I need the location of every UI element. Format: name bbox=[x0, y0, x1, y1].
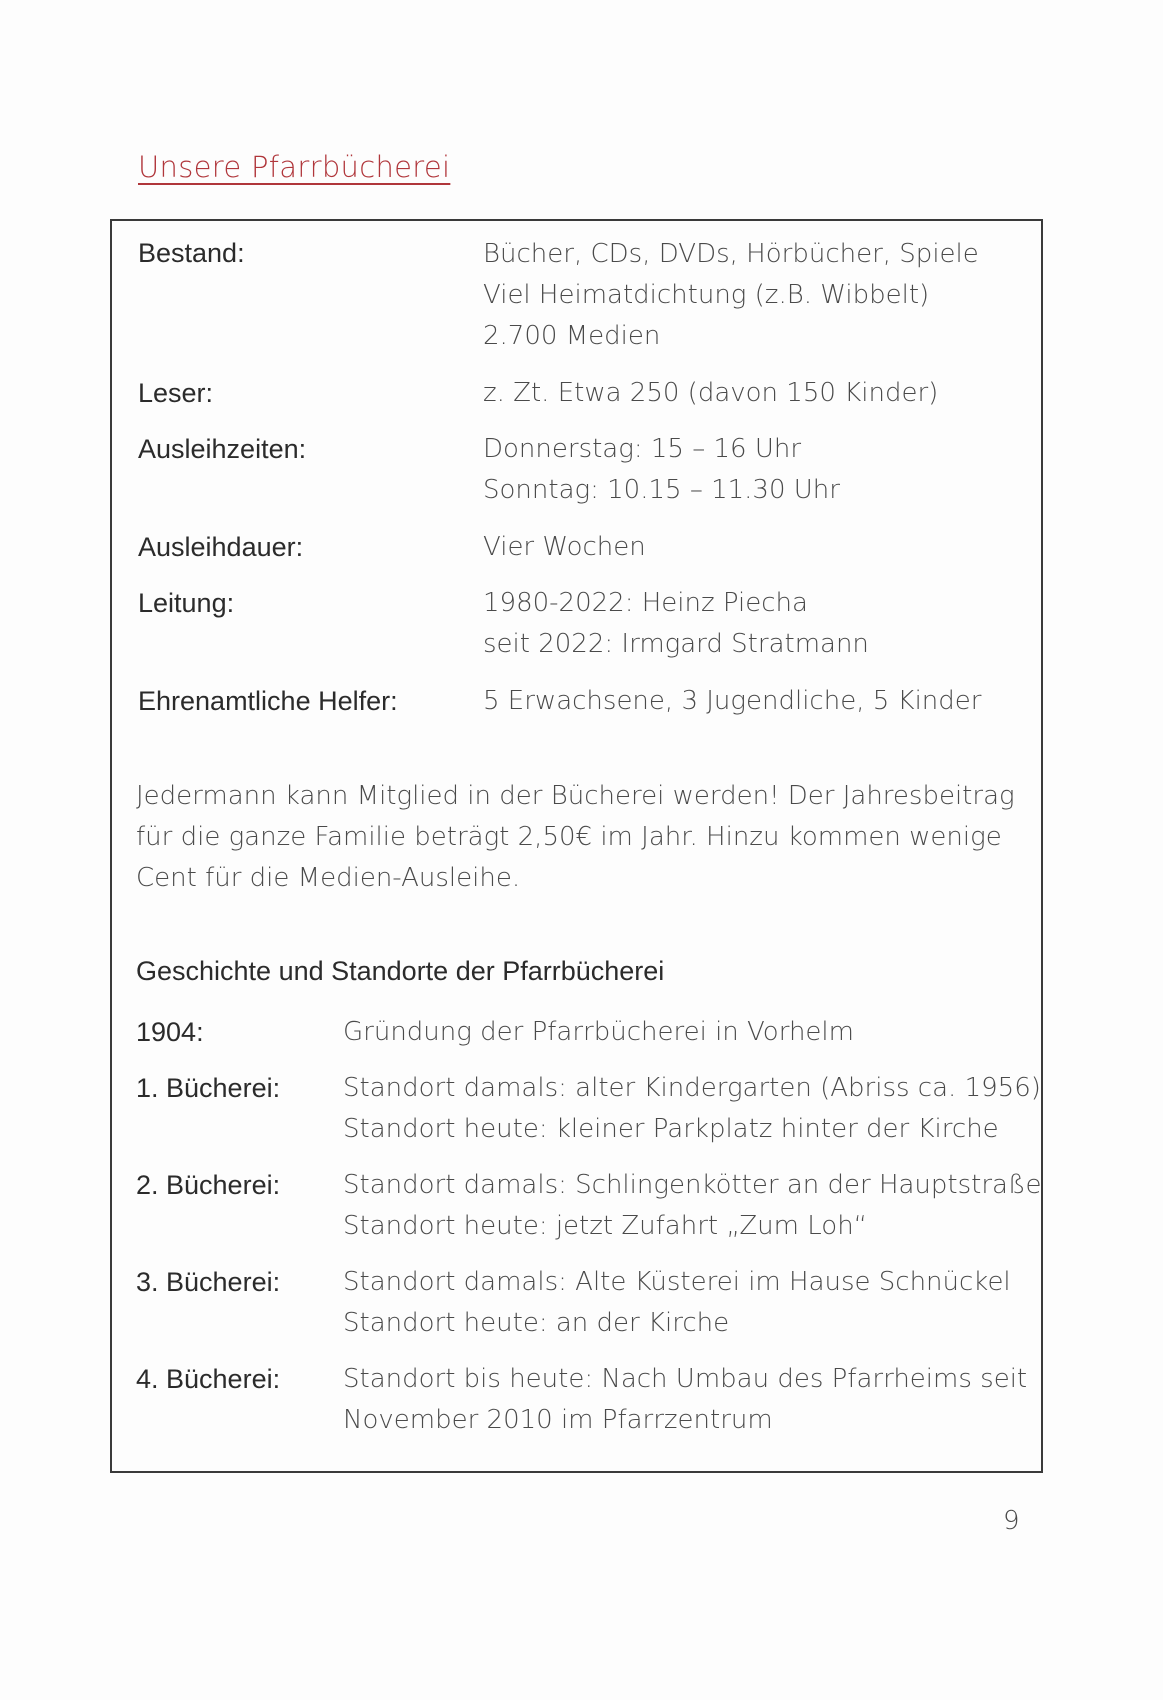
history-label-1: 1. Bücherei: bbox=[136, 1073, 281, 1103]
history-value-1904: Gründung der Pfarrbücherei in Vorhelm bbox=[343, 1017, 854, 1047]
history-label-4: 4. Bücherei: bbox=[136, 1364, 281, 1394]
fact-label-ausleihzeiten: Ausleihzeiten: bbox=[138, 434, 307, 464]
fact-label-leser: Leser: bbox=[138, 378, 214, 408]
history-value-4: Standort bis heute: Nach Umbau des Pfarrheims seit November 2010 im Pfarrzentrum bbox=[343, 1364, 1028, 1435]
history-value-2: Standort damals: Schlingenkötter an der Hauptstraße Standort heute: jetzt Zufahrt „Zum Loh“ bbox=[343, 1170, 1042, 1241]
fact-value-leser: z. Zt. Etwa 250 (davon 150 Kinder) bbox=[483, 378, 939, 408]
fact-label-leitung: Leitung: bbox=[138, 588, 235, 618]
fact-label-ausleihdauer: Ausleihdauer: bbox=[138, 532, 304, 562]
membership-text: Jedermann kann Mitglied in der Bücherei werden! Der Jahresbeitrag für die ganze Familie beträgt 2,50€ im Jahr. Hinzu kommen wenige Cent für die Medien-Ausleihe. bbox=[136, 781, 1015, 893]
fact-value-ausleihdauer: Vier Wochen bbox=[483, 532, 646, 562]
fact-value-ausleihzeiten: Donnerstag: 15 – 16 Uhr Sonntag: 10.15 – 11.30 Uhr bbox=[483, 434, 840, 505]
history-label-1904: 1904: bbox=[136, 1017, 204, 1047]
history-value-1: Standort damals: alter Kindergarten (Abriss ca. 1956) Standort heute: kleiner Parkplatz hinter der Kirche bbox=[343, 1073, 1041, 1144]
fact-value-bestand: Bücher, CDs, DVDs, Hörbücher, Spiele Viel Heimatdichtung (z.B. Wibbelt) 2.700 Medien bbox=[483, 239, 979, 351]
fact-value-helfer: 5 Erwachsene, 3 Jugendliche, 5 Kinder bbox=[483, 686, 982, 716]
history-heading: Geschichte und Standorte der Pfarrbücherei bbox=[136, 956, 665, 986]
page-number: 9 bbox=[1003, 1506, 1020, 1536]
fact-label-bestand: Bestand: bbox=[138, 238, 245, 268]
history-label-2: 2. Bücherei: bbox=[136, 1170, 281, 1200]
page-title: Unsere Pfarrbücherei bbox=[138, 150, 451, 184]
history-label-3: 3. Bücherei: bbox=[136, 1267, 281, 1297]
fact-label-helfer: Ehrenamtliche Helfer: bbox=[138, 686, 398, 716]
fact-value-leitung: 1980-2022: Heinz Piecha seit 2022: Irmgard Stratmann bbox=[483, 588, 869, 659]
history-value-3: Standort damals: Alte Küsterei im Hause Schnückel Standort heute: an der Kirche bbox=[343, 1267, 1011, 1338]
